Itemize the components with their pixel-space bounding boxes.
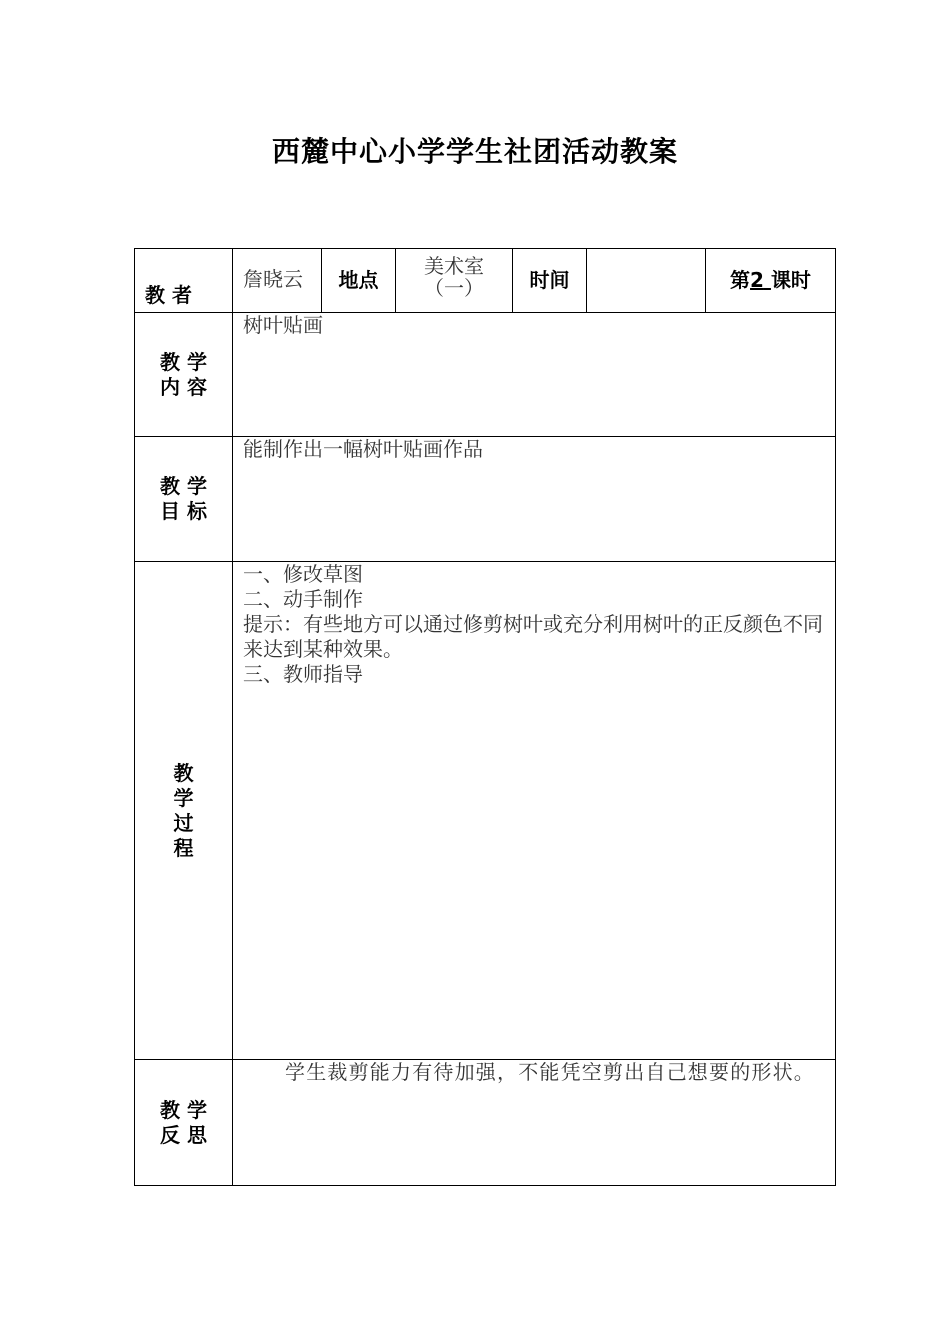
process-line: 提示：有些地方可以通过修剪树叶或充分利用树叶的正反颜色不同来达到某种效果。: [243, 612, 823, 661]
lesson-number: [706, 249, 836, 313]
time-value: [587, 249, 706, 313]
goal-label-line1: 教 学: [160, 474, 207, 498]
teacher-name: 詹晓云: [233, 249, 322, 313]
process-row: [135, 562, 836, 1060]
process-line: 一、修改草图: [243, 562, 363, 586]
header-row: [135, 249, 836, 313]
goal-label-line2: 目 标: [160, 499, 207, 523]
content-label-line2: 内 容: [160, 374, 207, 399]
reflection-label-line1: 教 学: [160, 1097, 207, 1122]
location-value: [396, 249, 513, 313]
reflection-label: [135, 1060, 233, 1186]
content-row: [135, 313, 836, 437]
goal-label: [135, 437, 233, 562]
goal-text: 能制作出一幅树叶贴画作品: [233, 437, 836, 562]
process-line: 三、教师指导: [243, 662, 363, 686]
location-value-line2: （一）: [424, 276, 484, 300]
content-label-line1: 教 学: [160, 349, 207, 374]
lesson-suffix: 课时: [770, 268, 811, 292]
process-label-char: 学: [173, 785, 194, 810]
process-label: [135, 562, 233, 1060]
lesson-prefix: 第: [730, 268, 751, 292]
lesson-number-value: 2: [750, 268, 764, 292]
time-label: 时间: [513, 249, 587, 313]
goal-row: [135, 437, 836, 562]
process-label-char: 教: [173, 760, 194, 785]
process-line: 二、动手制作: [243, 587, 363, 611]
reflection-text: 学生裁剪能力有待加强，不能凭空剪出自己想要的形状。: [233, 1060, 836, 1186]
lesson-plan-table: [134, 248, 836, 1186]
content-label: [135, 313, 233, 437]
content-text: 树叶贴画: [233, 313, 836, 437]
location-value-line1: 美术室: [424, 254, 484, 278]
teacher-label: 教 者: [135, 249, 233, 313]
location-label: 地点: [322, 249, 396, 313]
process-label-char: 程: [173, 835, 194, 860]
process-label-char: 过: [173, 810, 194, 835]
page-title: 西麓中心小学学生社团活动教案: [271, 135, 678, 168]
reflection-label-line2: 反 思: [160, 1122, 207, 1147]
process-text: [233, 562, 836, 1060]
reflection-row: [135, 1060, 836, 1186]
